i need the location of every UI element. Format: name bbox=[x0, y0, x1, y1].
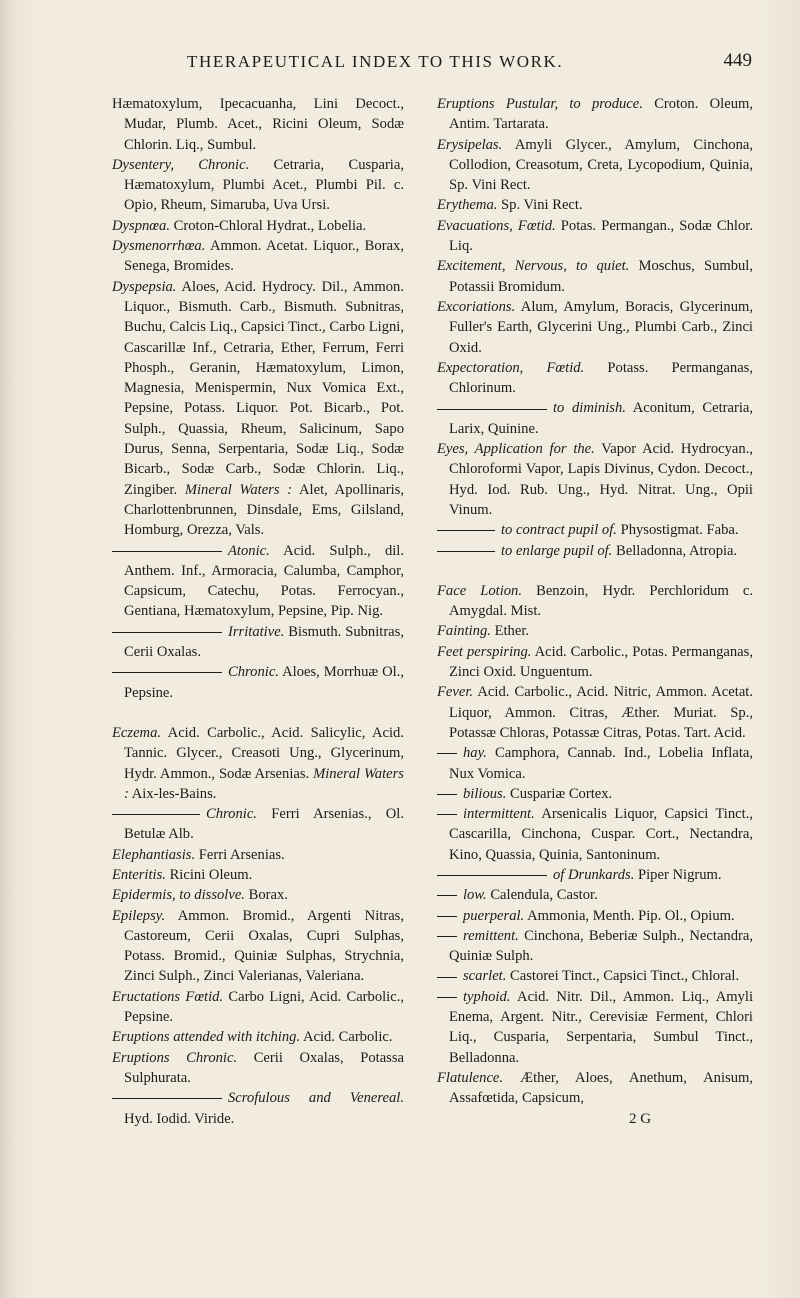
index-entry: puerperal. Ammonia, Menth. Pip. Ol., Opium. bbox=[437, 906, 753, 926]
index-entry: Excitement, Nervous, to quiet. Moschus, Sumbul, Potassii Bromidum. bbox=[437, 258, 754, 295]
index-entry: Eructations Fœtid. Carbo Ligni, Acid. Carbolic., Pepsine. bbox=[112, 988, 405, 1026]
index-entry: scarlet. Castorei Tinct., Capsici Tinct., Chloral. bbox=[437, 966, 753, 986]
index-entry: Expectoration, Fœtid. Potass. Permanganas, Chlorinum. bbox=[437, 359, 753, 397]
index-entry: Flatulence. Æther, Aloes, Anethum, Anisum, Assafœtida, Capsicum, bbox=[437, 1069, 753, 1107]
index-entry: typhoid. Acid. Nitr. Dil., Ammon. Liq., Amyli Enema, Argent. Nitr., Cerevisiæ Ferment, Chlori Liq., Cusparia, Serpentaria, Sumbul Tinct., Belladonna. bbox=[437, 987, 753, 1068]
index-entry: Chronic. Ferri Arsenias., Ol. Betulæ Alb. bbox=[112, 804, 404, 845]
index-entry: Atonic. Acid. Sulph., dil. Anthem. Inf., Armoracia, Calumba, Camphor, Capsicum, Catechu, Potas. Ferrocyan., Gentiana, Hæmatoxylum, Pepsine, Pip. Nig. bbox=[112, 541, 404, 622]
index-entry: Eruptions Chronic. Cerii Oxalas, Potassa Sulphurata. bbox=[112, 1049, 405, 1086]
index-entry: Dyspnœa. Croton-Chloral Hydrat., Lobelia. bbox=[112, 217, 367, 234]
index-entry: Feet perspiring. Acid. Carbolic., Potas. Permanganas, Zinci Oxid. Unguentum. bbox=[437, 643, 753, 681]
index-entry: Dyspepsia. Aloes, Acid. Hydrocy. Dil., Ammon. Liquor., Bismuth. Carb., Bismuth. Subnitras, Buchu, Calcis Liq., Capsici Tinct., Carbo Ligni, Cascarillæ Inf., Cetraria, Ether, Ferrum, Ferri Phosph., Geranin, Hæmatoxylum, Limon, Magnesia, Menispermin, Nux Vomica Ext., Pepsine, Potass. Liquor. Pot. Bicarb., Pot. Sulph., Quassia, Rheum, Salicinum, Sapo Durus, Senna, Serpentaria, Sodæ Liq., Sodæ Bicarb., Sodæ Carb., Sodæ Chlorin. Liq., Zingiber. Mineral Waters : Alet, Apollinaris, Charlottenbrunnen, Dinsdale, Ems, Gilsland, Homburg, Orezza, Vals. bbox=[112, 278, 405, 539]
index-entry: Scrofulous and Venereal. Hyd. Iodid. Viride. bbox=[112, 1088, 404, 1129]
index-entry: Eruptions Pustular, to produce. Croton. Oleum, Antim. Tartarata. bbox=[437, 96, 753, 133]
index-entry: hay. Camphora, Cannab. Ind., Lobelia Inflata, Nux Vomica. bbox=[437, 743, 753, 784]
index-entry: Elephantiasis. Ferri Arsenias. bbox=[112, 846, 285, 863]
index-entry: to diminish. Aconitum, Cetraria, Larix, Quinine. bbox=[437, 398, 753, 439]
index-entry: Chronic. Aloes, Morrhuæ Ol., Pepsine. bbox=[112, 662, 404, 703]
index-entry: Face Lotion. Benzoin, Hydr. Perchloridum c. Amygdal. Mist. bbox=[437, 582, 753, 620]
index-entry: to contract pupil of. Physostigmat. Faba. bbox=[437, 520, 753, 540]
index-entry: Dysentery, Chronic. Cetraria, Cusparia, Hæmatoxylum, Plumbi Acet., Plumbi Pil. c. Opio, Rheum, Simaruba, Uva Ursi. bbox=[112, 156, 404, 214]
index-entry: Erythema. Sp. Vini Rect. bbox=[437, 197, 583, 214]
index-entry: Excoriations. Alum, Amylum, Boracis, Glycerinum, Fuller's Earth, Glycerini Ung., Plumbi Carb., Zinci Oxid. bbox=[437, 298, 754, 356]
index-entry: Epilepsy. Ammon. Bromid., Argenti Nitras, Castoreum, Cerii Oxalas, Cupri Sulphas, Potass. Bromid., Quiniæ Sulphas, Strychnia, Zinci Sulph., Zinci Valerianas, Valeriana. bbox=[112, 907, 404, 985]
index-entry: Hæmatoxylum, Ipecacuanha, Lini Decoct., Mudar, Plumb. Acet., Ricini Oleum, Sodæ Chlorin. Liq., Sumbul. bbox=[112, 96, 404, 153]
index-entry: remittent. Cinchona, Beberiæ Sulph., Nectandra, Quiniæ Sulph. bbox=[437, 926, 753, 967]
index-entry: to enlarge pupil of. Belladonna, Atropia. bbox=[437, 541, 753, 561]
right-column bbox=[437, 94, 753, 1144]
left-column bbox=[112, 94, 404, 1129]
page-number: 449 bbox=[723, 50, 752, 71]
index-entry: low. Calendula, Castor. bbox=[437, 885, 753, 905]
index-entry: Irritative. Bismuth. Subnitras, Cerii Oxalas. bbox=[112, 622, 404, 663]
index-entry: Dysmenorrhœa. Ammon. Acetat. Liquor., Borax, Senega, Bromides. bbox=[112, 238, 404, 275]
index-entry: Evacuations, Fœtid. Potas. Permangan., Sodæ Chlor. Liq. bbox=[437, 217, 753, 255]
index-entry: Eruptions attended with itching. Acid. Carbolic. bbox=[112, 1029, 393, 1046]
running-header: THERAPEUTICAL INDEX TO THIS WORK. bbox=[187, 52, 564, 71]
index-entry: of Drunkards. Piper Nigrum. bbox=[437, 865, 753, 885]
index-entry: Erysipelas. Amyli Glycer., Amylum, Cinchona, Collodion, Creasotum, Creta, Lycopodium, Quinia, Sp. Vini Rect. bbox=[437, 136, 753, 194]
index-entry: Epidermis, to dissolve. Borax. bbox=[112, 887, 288, 904]
index-entry: bilious. Cuspariæ Cortex. bbox=[437, 784, 753, 804]
index-entry: Eczema. Acid. Carbolic., Acid. Salicylic, Acid. Tannic. Glycer., Creasoti Ung., Glycerinum, Hydr. Ammon., Sodæ Arsenias. Mineral Waters : Aix-les-Bains. bbox=[112, 724, 404, 802]
index-entry: Eyes, Application for the. Vapor Acid. Hydrocyan., Chloroformi Vapor, Lapis Divinus, Cydon. Decoct., Hyd. Iod. Rub. Ung., Hyd. Nitrat. Ung., Opii Vinum. bbox=[437, 441, 753, 518]
index-entry: intermittent. Arsenicalis Liquor, Capsici Tinct., Cascarilla, Cinchona, Cuspar. Cort., Nectandra, Kino, Quassia, Quinia, Santoninum. bbox=[437, 804, 753, 865]
signature-mark: 2 G bbox=[628, 1110, 652, 1127]
index-entry: Fever. Acid. Carbolic., Acid. Nitric, Ammon. Acetat. Liquor, Ammon. Citras, Æther. Muriat. Sp., Potassæ Chloras, Potassæ Citras, Potas. Tart. Acid. bbox=[437, 684, 754, 741]
index-entry: Enteritis. Ricini Oleum. bbox=[112, 866, 253, 883]
index-entry: Fainting. Ether. bbox=[437, 623, 530, 640]
